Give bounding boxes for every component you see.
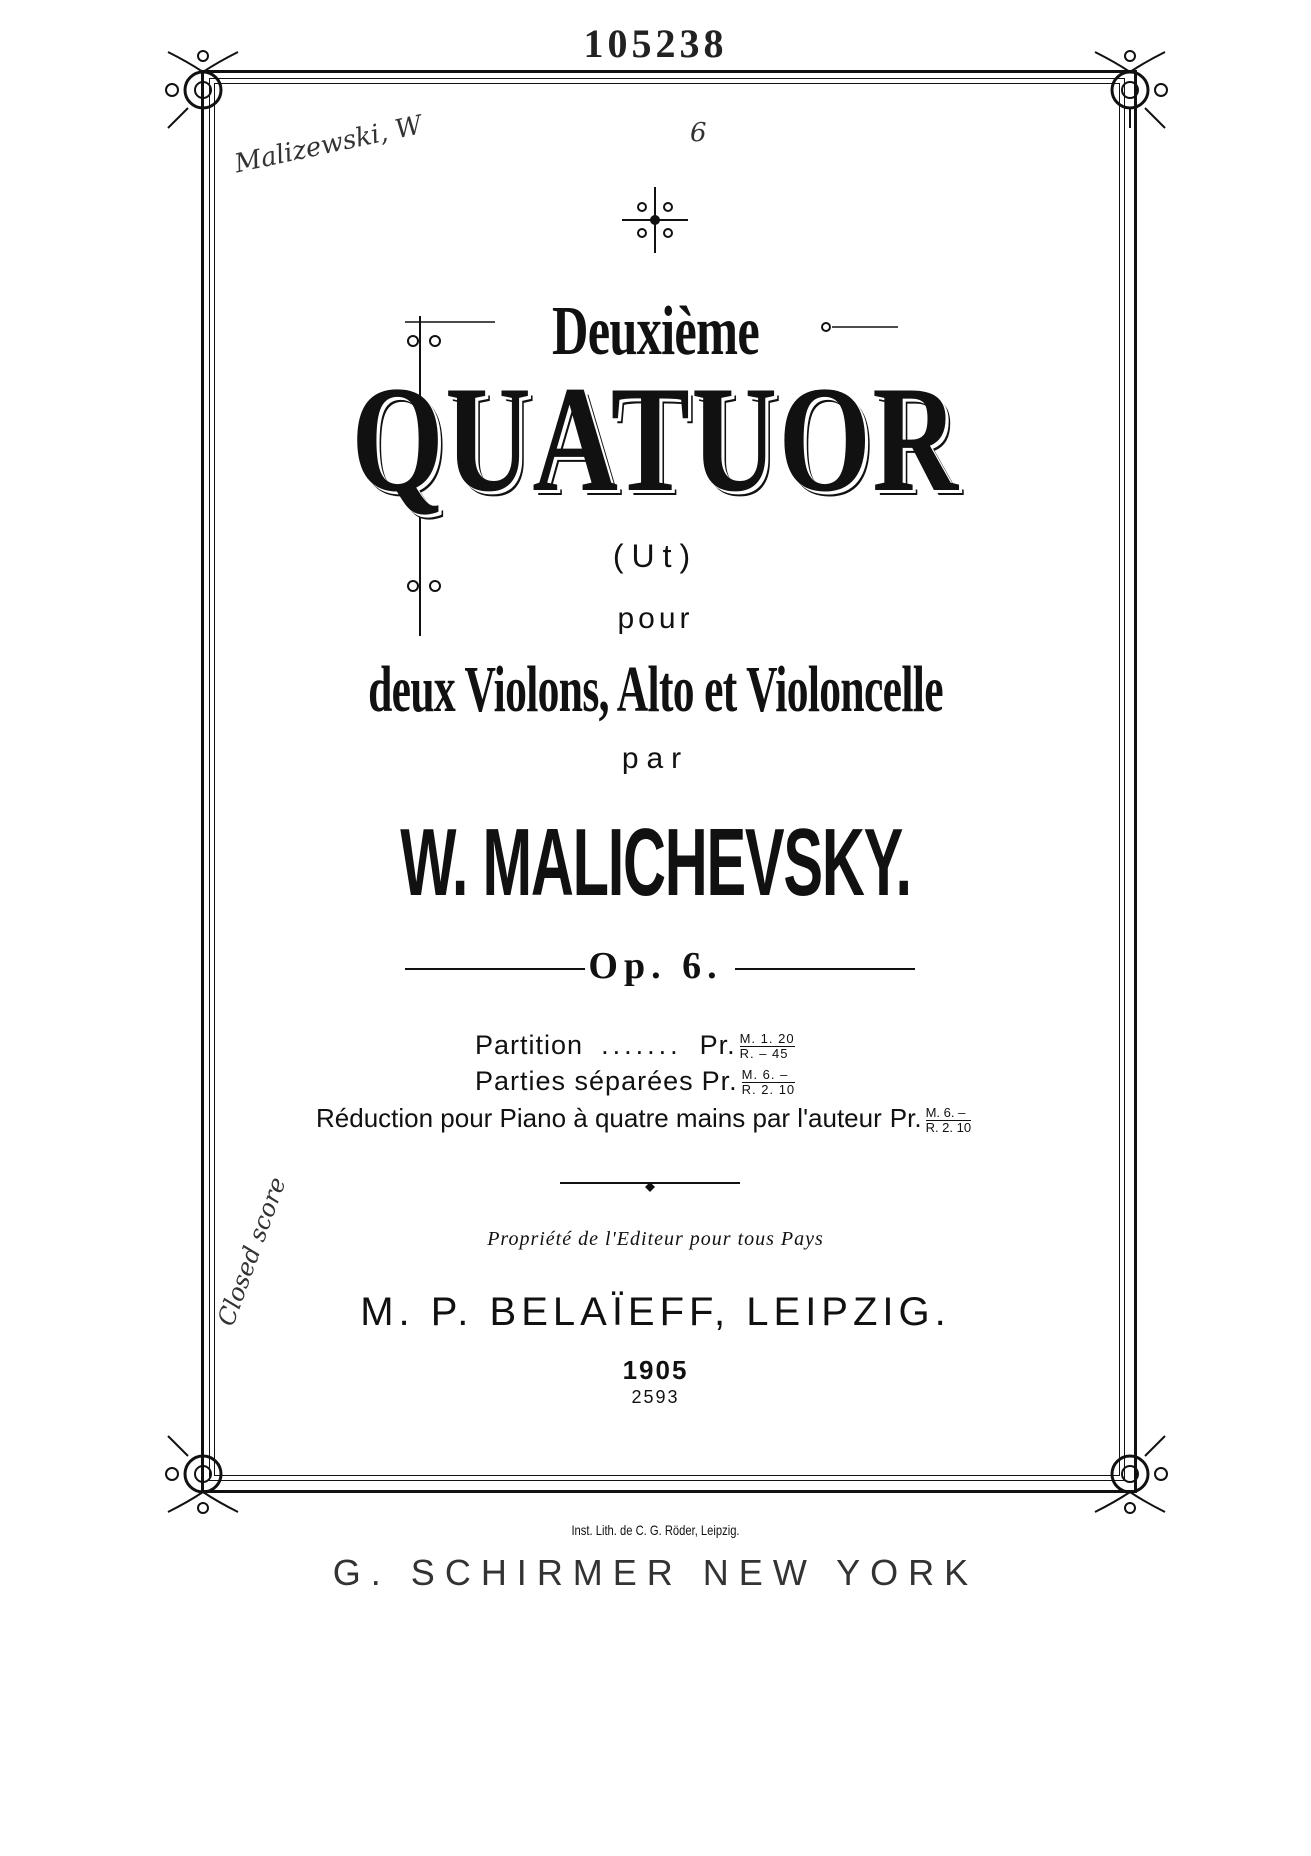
- price-row-partition: [475, 1030, 795, 1061]
- price-dots: .......: [601, 1030, 682, 1060]
- price-ruble: R. 2. 10: [925, 1119, 972, 1135]
- price-ruble: R. 2. 10: [741, 1082, 796, 1098]
- price-fraction: [740, 1032, 795, 1061]
- composer-name: W. MALICHEVSKY.: [400, 809, 911, 916]
- corner-ornament-bottom-right: [1085, 1432, 1175, 1522]
- price-mark: M. 1. 20: [739, 1031, 795, 1047]
- opus-number: Op. 6.: [588, 945, 723, 987]
- publication-year: 1905: [622, 1355, 689, 1385]
- handwritten-note: Malizewski, W: [232, 110, 425, 180]
- price-row-reduction: [316, 1103, 971, 1135]
- publisher: M. P. BELAÏEFF, LEIPZIG.: [360, 1290, 951, 1334]
- price-mark: M. 6. –: [926, 1106, 972, 1121]
- text-pour: pour: [617, 602, 694, 635]
- handwritten-opus-note: 6: [690, 118, 707, 148]
- price-pr: Pr.: [699, 1030, 736, 1060]
- price-pr: Pr.: [889, 1103, 922, 1133]
- price-row-parties: [475, 1066, 795, 1097]
- text-par: par: [621, 742, 690, 775]
- separator-ornament: [645, 1177, 655, 1187]
- price-ruble: R. – 45: [739, 1046, 789, 1062]
- instrumentation: deux Violons, Alto et Violoncelle: [368, 653, 943, 726]
- price-label: Réduction pour Piano à quatre mains par l'auteur: [316, 1103, 882, 1133]
- corner-ornament-top-right: [1085, 42, 1175, 132]
- catalog-stamp: 105238: [583, 21, 728, 66]
- corner-ornament-top-left: [158, 42, 248, 132]
- price-pr: Pr.: [701, 1066, 738, 1096]
- copyright-notice: Propriété de l'Editeur pour tous Pays: [487, 1228, 824, 1250]
- library-stamp: G. SCHIRMER NEW YORK: [332, 1552, 979, 1593]
- fleuron-ornament: [620, 185, 690, 255]
- price-label: Parties séparées: [475, 1066, 694, 1096]
- handwritten-side-note: Closed score: [212, 1173, 292, 1330]
- price-fraction: [926, 1106, 972, 1135]
- price-fraction: [742, 1068, 796, 1097]
- corner-ornament-bottom-left: [158, 1432, 248, 1522]
- title-quatuor: QUATUOR: [351, 355, 960, 523]
- price-label: Partition: [475, 1030, 584, 1060]
- price-mark: M. 6. –: [742, 1068, 796, 1083]
- plate-number: 2593: [631, 1387, 680, 1407]
- title-deuxieme: Deuxième: [552, 293, 759, 370]
- lithographer-credit: Inst. Lith. de C. G. Röder, Leipzig.: [571, 1522, 740, 1538]
- key-signature: (Ut): [612, 538, 699, 574]
